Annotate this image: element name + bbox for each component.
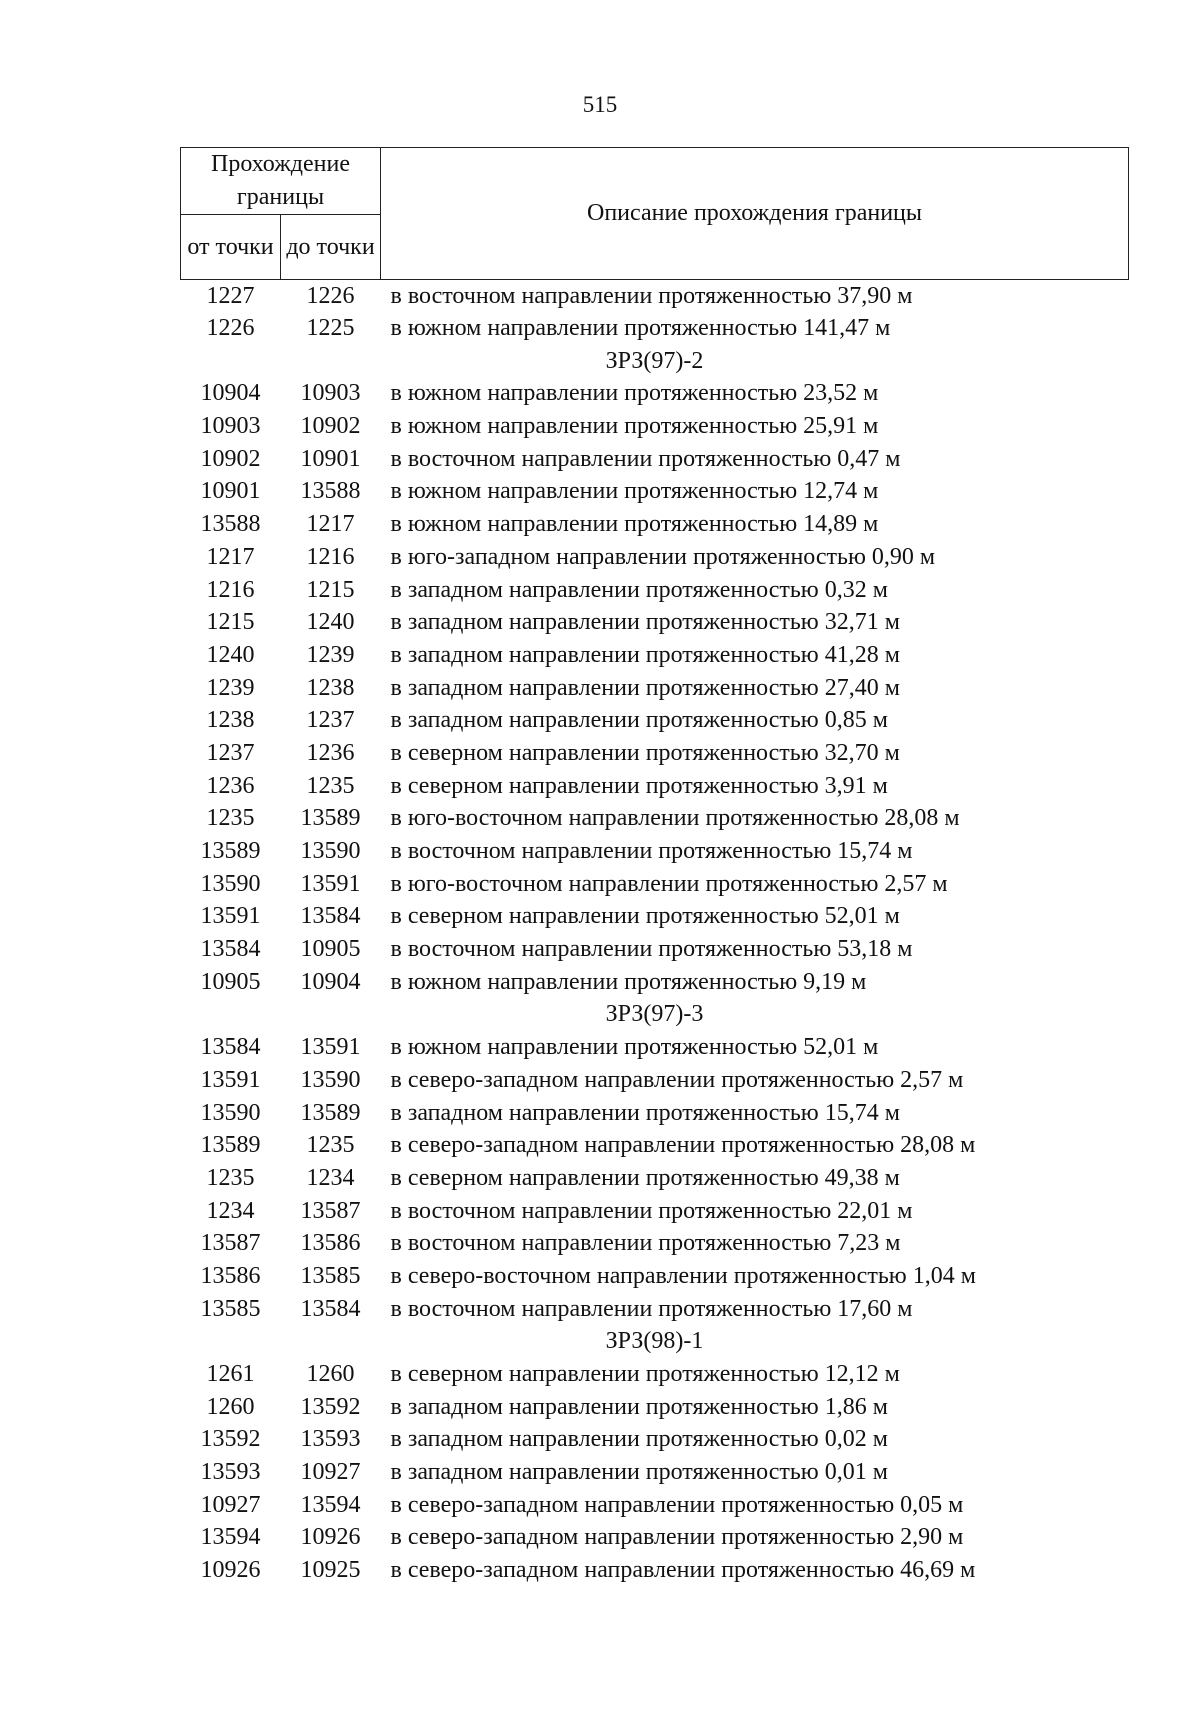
to-point-cell: 1236 <box>306 739 355 766</box>
table-row <box>181 803 1129 836</box>
from-point-cell: 13590 <box>200 1099 261 1126</box>
from-point-cell: 13589 <box>200 838 261 865</box>
from-point-cell: 10901 <box>200 478 261 505</box>
header-from-point: от точки <box>181 215 281 280</box>
table-row <box>181 1260 1129 1293</box>
table-row <box>181 1456 1129 1489</box>
to-point-cell: 13588 <box>300 478 361 505</box>
from-point-cell: 13588 <box>200 511 261 538</box>
to-point-cell: 13591 <box>300 1034 361 1061</box>
table-row <box>181 966 1129 999</box>
description-cell: в южном направлении протяженностью 12,74 м <box>390 478 879 505</box>
description-cell: в южном направлении протяженностью 52,01 м <box>390 1034 879 1061</box>
table-row <box>181 1489 1129 1522</box>
description-cell: в южном направлении протяженностью 14,89 м <box>390 511 879 538</box>
section-heading-row <box>181 345 1129 378</box>
from-point-cell: 1235 <box>206 1164 255 1191</box>
table-row <box>181 639 1129 672</box>
from-point-cell: 13591 <box>200 1066 261 1093</box>
table-row <box>181 1424 1129 1457</box>
description-cell: в западном направлении протяженностью 15,74 м <box>390 1099 900 1126</box>
boundary-table <box>180 147 1129 1587</box>
section-heading: ЗРЗ(97)-3 <box>605 1001 704 1028</box>
table-row <box>181 737 1129 770</box>
from-point-cell: 10905 <box>200 968 261 995</box>
from-point-cell: 13594 <box>200 1524 261 1551</box>
from-point-cell: 1239 <box>206 674 255 701</box>
from-point-cell: 1234 <box>206 1197 255 1224</box>
description-cell: в западном направлении протяженностью 32,71 м <box>390 609 900 636</box>
table-row <box>181 1554 1129 1587</box>
description-cell: в восточном направлении протяженностью 17,60 м <box>390 1295 913 1322</box>
table-row <box>181 541 1129 574</box>
description-cell: в южном направлении протяженностью 141,47 м <box>390 315 891 342</box>
table-row <box>181 280 1129 313</box>
description-cell: в западном направлении протяженностью 1,86 м <box>390 1393 888 1420</box>
description-cell: в юго-западном направлении протяженностью 0,90 м <box>390 543 936 570</box>
from-point-cell: 10902 <box>200 445 261 472</box>
description-cell: в северном направлении протяженностью 52,01 м <box>390 903 900 930</box>
table-row <box>181 1031 1129 1064</box>
to-point-cell: 1237 <box>306 707 355 734</box>
from-point-cell: 13589 <box>200 1132 261 1159</box>
table-row <box>181 606 1129 639</box>
to-point-cell: 1260 <box>306 1361 355 1388</box>
table-body <box>181 280 1129 1588</box>
section-heading: ЗРЗ(98)-1 <box>605 1328 704 1355</box>
to-point-cell: 13594 <box>300 1491 361 1518</box>
table-row <box>181 1522 1129 1555</box>
from-point-cell: 13590 <box>200 870 261 897</box>
description-cell: в северо-западном направлении протяженностью 0,05 м <box>390 1491 964 1518</box>
description-cell: в южном направлении протяженностью 23,52 м <box>390 380 879 407</box>
from-point-cell: 13591 <box>200 903 261 930</box>
table-header <box>181 148 1129 280</box>
from-point-cell: 1217 <box>206 543 255 570</box>
to-point-cell: 13590 <box>300 1066 361 1093</box>
description-cell: в северном направлении протяженностью 32,70 м <box>390 739 900 766</box>
to-point-cell: 13592 <box>300 1393 361 1420</box>
to-point-cell: 1240 <box>306 609 355 636</box>
table-row <box>181 704 1129 737</box>
to-point-cell: 10927 <box>300 1459 361 1486</box>
section-heading: ЗРЗ(97)-2 <box>605 347 704 374</box>
description-cell: в западном направлении протяженностью 0,85 м <box>390 707 888 734</box>
description-cell: в южном направлении протяженностью 9,19 м <box>390 968 867 995</box>
table-row <box>181 1391 1129 1424</box>
description-cell: в северном направлении протяженностью 3,91 м <box>390 772 888 799</box>
to-point-cell: 13591 <box>300 870 361 897</box>
description-cell: в западном направлении протяженностью 27,40 м <box>390 674 900 701</box>
table-row <box>181 1097 1129 1130</box>
from-point-cell: 13584 <box>200 936 261 963</box>
to-point-cell: 10926 <box>300 1524 361 1551</box>
description-cell: в северо-западном направлении протяженностью 2,90 м <box>390 1524 964 1551</box>
table-row <box>181 1064 1129 1097</box>
from-point-cell: 1216 <box>206 576 255 603</box>
description-cell: в южном направлении протяженностью 25,91 м <box>390 413 879 440</box>
to-point-cell: 13584 <box>300 903 361 930</box>
to-point-cell: 13589 <box>300 1099 361 1126</box>
table-row <box>181 672 1129 705</box>
description-cell: в западном направлении протяженностью 0,02 м <box>390 1426 888 1453</box>
from-point-cell: 1237 <box>206 739 255 766</box>
table-row <box>181 574 1129 607</box>
from-point-cell: 13593 <box>200 1459 261 1486</box>
from-point-cell: 13587 <box>200 1230 261 1257</box>
from-point-cell: 13585 <box>200 1295 261 1322</box>
to-point-cell: 13593 <box>300 1426 361 1453</box>
from-point-cell: 13586 <box>200 1262 261 1289</box>
table-row <box>181 1195 1129 1228</box>
description-cell: в северном направлении протяженностью 12,12 м <box>390 1361 900 1388</box>
to-point-cell: 10902 <box>300 413 361 440</box>
description-cell: в северо-западном направлении протяженностью 28,08 м <box>390 1132 976 1159</box>
description-cell: в северном направлении протяженностью 49,38 м <box>390 1164 900 1191</box>
table-row <box>181 901 1129 934</box>
from-point-cell: 1227 <box>206 282 255 309</box>
description-cell: в юго-восточном направлении протяженностью 28,08 м <box>390 805 960 832</box>
table-row <box>181 476 1129 509</box>
to-point-cell: 1226 <box>306 282 355 309</box>
table-row <box>181 1129 1129 1162</box>
to-point-cell: 1238 <box>306 674 355 701</box>
to-point-cell: 10904 <box>300 968 361 995</box>
to-point-cell: 13589 <box>300 805 361 832</box>
to-point-cell: 13584 <box>300 1295 361 1322</box>
description-cell: в западном направлении протяженностью 0,01 м <box>390 1459 888 1486</box>
from-point-cell: 10903 <box>200 413 261 440</box>
description-cell: в северо-восточном направлении протяженностью 1,04 м <box>390 1262 976 1289</box>
from-point-cell: 13584 <box>200 1034 261 1061</box>
description-cell: в юго-восточном направлении протяженностью 2,57 м <box>390 870 948 897</box>
table-row <box>181 312 1129 345</box>
from-point-cell: 1236 <box>206 772 255 799</box>
from-point-cell: 1215 <box>206 609 255 636</box>
to-point-cell: 1234 <box>306 1164 355 1191</box>
to-point-cell: 1225 <box>306 315 355 342</box>
to-point-cell: 1217 <box>306 511 355 538</box>
description-cell: в восточном направлении протяженностью 37,90 м <box>390 282 913 309</box>
description-cell: в восточном направлении протяженностью 53,18 м <box>390 936 913 963</box>
description-cell: в северо-западном направлении протяженностью 46,69 м <box>390 1557 976 1584</box>
table-row <box>181 770 1129 803</box>
from-point-cell: 10927 <box>200 1491 261 1518</box>
to-point-cell: 1239 <box>306 641 355 668</box>
to-point-cell: 10905 <box>300 936 361 963</box>
description-cell: в западном направлении протяженностью 0,32 м <box>390 576 888 603</box>
header-description: Описание прохождения границы <box>381 148 1129 280</box>
to-point-cell: 13586 <box>300 1230 361 1257</box>
to-point-cell: 10901 <box>300 445 361 472</box>
to-point-cell: 10925 <box>300 1557 361 1584</box>
from-point-cell: 10926 <box>200 1557 261 1584</box>
description-cell: в восточном направлении протяженностью 7,23 м <box>390 1230 901 1257</box>
table-row <box>181 508 1129 541</box>
to-point-cell: 1235 <box>306 1132 355 1159</box>
table-row <box>181 1162 1129 1195</box>
table-row <box>181 868 1129 901</box>
section-heading-row <box>181 999 1129 1032</box>
from-point-cell: 1240 <box>206 641 255 668</box>
header-to-point: до точки <box>281 215 381 280</box>
description-cell: в восточном направлении протяженностью 22,01 м <box>390 1197 913 1224</box>
page-number: 515 <box>582 92 618 117</box>
from-point-cell: 1260 <box>206 1393 255 1420</box>
table-row <box>181 933 1129 966</box>
table-row <box>181 1227 1129 1260</box>
to-point-cell: 13585 <box>300 1262 361 1289</box>
header-boundary-passage: Прохождение границы <box>181 148 381 215</box>
description-cell: в восточном направлении протяженностью 0,47 м <box>390 445 901 472</box>
to-point-cell: 13590 <box>300 838 361 865</box>
from-point-cell: 1261 <box>206 1361 255 1388</box>
table-row <box>181 378 1129 411</box>
table-row <box>181 1358 1129 1391</box>
to-point-cell: 13587 <box>300 1197 361 1224</box>
to-point-cell: 10903 <box>300 380 361 407</box>
to-point-cell: 1216 <box>306 543 355 570</box>
from-point-cell: 1226 <box>206 315 255 342</box>
table-row <box>181 835 1129 868</box>
to-point-cell: 1235 <box>306 772 355 799</box>
description-cell: в восточном направлении протяженностью 15,74 м <box>390 838 913 865</box>
from-point-cell: 1238 <box>206 707 255 734</box>
from-point-cell: 1235 <box>206 805 255 832</box>
from-point-cell: 13592 <box>200 1426 261 1453</box>
section-heading-row <box>181 1326 1129 1359</box>
table-row <box>181 443 1129 476</box>
table-row <box>181 410 1129 443</box>
description-cell: в северо-западном направлении протяженностью 2,57 м <box>390 1066 964 1093</box>
from-point-cell: 10904 <box>200 380 261 407</box>
description-cell: в западном направлении протяженностью 41,28 м <box>390 641 900 668</box>
to-point-cell: 1215 <box>306 576 355 603</box>
table-row <box>181 1293 1129 1326</box>
